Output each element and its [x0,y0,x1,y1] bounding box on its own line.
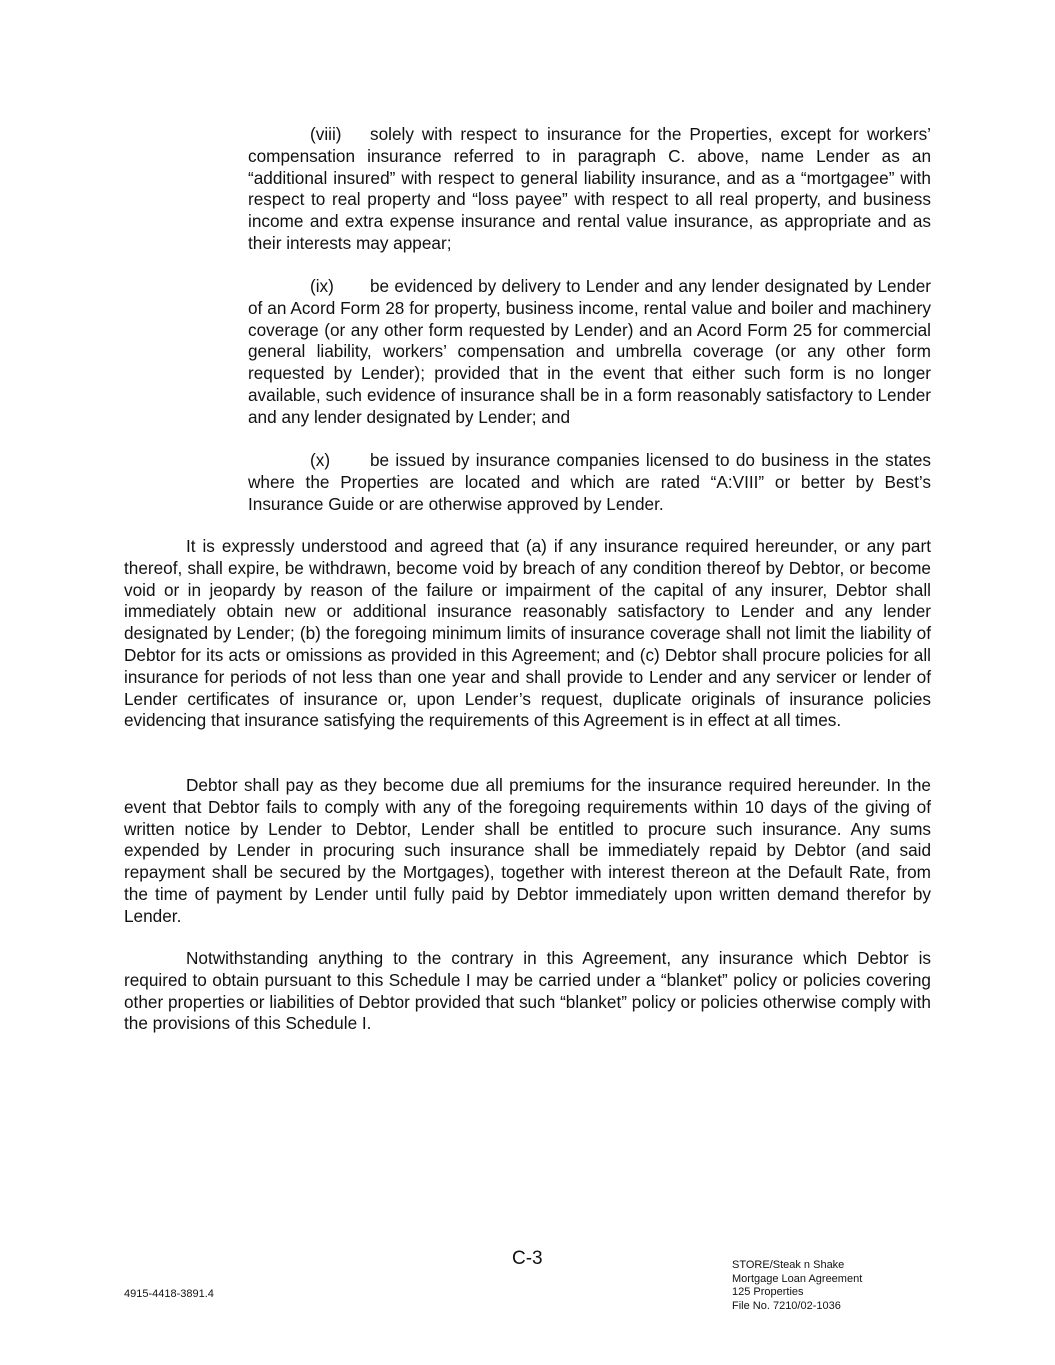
paragraph-ix [248,276,931,429]
paragraph-premiums [124,775,931,928]
paragraph-text: solely with respect to insurance for the Properties, except for workers’ compensation insurance referred to in paragraph C. above, name Lender as an “additional insured” with respect to general liability insurance, and as a “mortgagee” with respect to real property and “loss payee” with respect to all real property, and business income and extra expense insurance and rental value insurance, as appropriate and as their interests may appear; [248,124,931,253]
item-number: (ix) [310,276,334,296]
paragraph-blanket-policy [124,948,931,1035]
footer-line: File No. 7210/02-1036 [732,1299,841,1312]
footer-line: STORE/Steak n Shake [732,1259,845,1271]
paragraph-text: Notwithstanding anything to the contrary in this Agreement, any insurance which Debtor is required to obtain pursuant to this Schedule I may be carried under a “blanket” policy or policies covering other properties or liabilities of Debtor provided that such “blanket” policy or policies otherwise comply with the provisions of this Schedule I. [124,948,931,1034]
footer-line: 125 Properties [732,1286,804,1298]
page-number: C-3 [512,1248,543,1269]
paragraph-text: It is expressly understood and agreed that (a) if any insurance required hereunder, or any part thereof, shall expire, be withdrawn, become void by breach of any condition thereof by Debtor, or become void or in jeopardy by reason of the failure or impairment of the capital of any insurer, Debtor shall immediately obtain new or additional insurance reasonably satisfactory to Lender and any lender designated by Lender; (b) the foregoing minimum limits of insurance coverage shall not limit the liability of Debtor for its acts or omissions as provided in this Agreement; and (c) Debtor shall procure policies for all insurance for periods of not less than one year and shall provide to Lender and any servicer or lender of Lender certificates of insurance or, upon Lender’s request, duplicate originals of insurance policies evidencing that insurance satisfying the requirements of this Agreement is in effect at all times. [124,536,931,731]
document-id: 4915-4418-3891.4 [124,1288,214,1300]
item-number: (viii) [310,124,342,144]
item-number: (x) [310,450,331,470]
paragraph-text: be issued by insurance companies licensed to do business in the states where the Properties are located and which are rated “A:VIII” or better by Best’s Insurance Guide or are otherwise approved by Lender. [248,450,931,514]
paragraph-text: be evidenced by delivery to Lender and any lender designated by Lender of an Acord Form 28 for property, business income, rental value and boiler and machinery coverage (or any other form requested by Lender) and an Acord Form 25 for commercial general liability, workers’ compensation and umbrella coverage (or any other form requested by Lender); provided that in the event that either such form is no longer available, such evidence of insurance shall be in a form reasonably satisfactory to Lender and any lender designated by Lender; and [248,276,931,427]
paragraph-x [248,450,931,515]
paragraph-text: Debtor shall pay as they become due all premiums for the insurance required hereunder. In the event that Debtor fails to comply with any of the foregoing requirements within 10 days of the giving of written notice by Lender to Debtor, Lender shall be entitled to procure such insurance. Any sums expended by Lender in procuring such insurance shall be immediately repaid by Debtor (and said repayment shall be secured by the Mortgages), together with interest thereon at the Default Rate, from the time of payment by Lender until fully paid by Debtor immediately upon written demand therefor by Lender. [124,775,931,926]
footer-line: Mortgage Loan Agreement [732,1272,863,1285]
paragraph-viii [248,124,931,255]
paragraph-insurance-expiry [124,536,931,732]
footer-reference [732,1259,862,1313]
